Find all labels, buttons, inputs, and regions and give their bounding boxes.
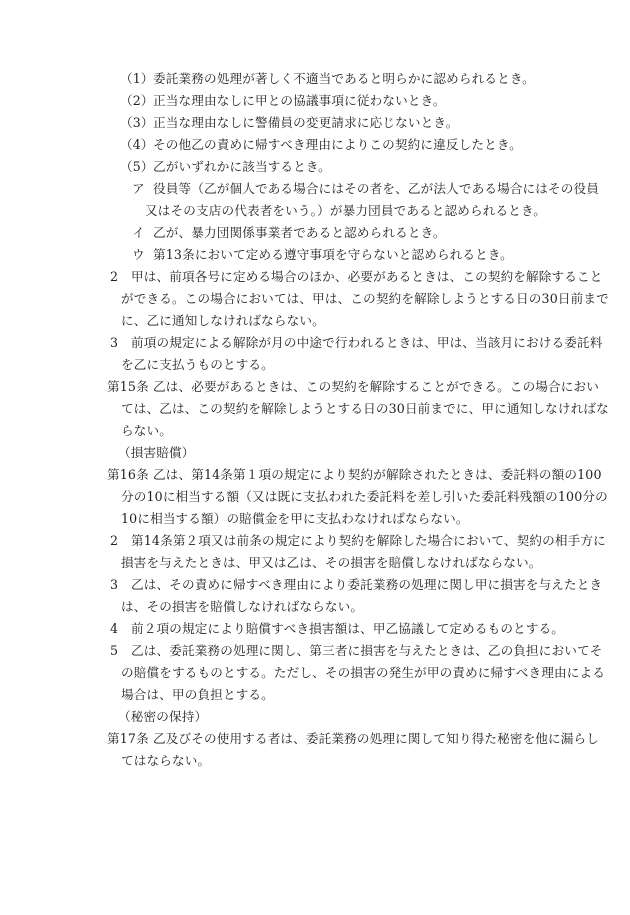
- paragraph-3: [110, 332, 603, 354]
- paragraph-number: 2: [110, 533, 119, 548]
- item-number: （5）: [120, 159, 154, 174]
- paragraph-continuation: に、乙に通知しなければならない。: [121, 313, 325, 328]
- paragraph-number: 3: [110, 335, 119, 350]
- paragraph-continuation: は、その損害を賠償しなければならない。: [121, 599, 364, 614]
- article-16: [107, 464, 602, 486]
- subitem-a-continuation: [145, 200, 546, 222]
- article-text: 乙及びその使用する者は、委託業務の処理に関して知り得た秘密を他に漏らし: [153, 731, 600, 746]
- paragraph-number: 2: [110, 269, 119, 284]
- article-text: 乙は、必要があるときは、この契約を解除することができる。この場合におい: [153, 379, 600, 394]
- article-continuation: 分の10に相当する額（又は既に支払われた委託料を差し引いた委託料残額の100分の: [121, 489, 608, 504]
- paragraph-continuation: の賠償をするものとする。ただし、その損害の発生が甲の責めに帰すべき理由による: [121, 665, 606, 680]
- paragraph-text: 第14条第２項又は前条の規定により契約を解除した場合において、契約の相手方に: [131, 533, 606, 548]
- item-text: 委託業務の処理が著しく不適当であると明らかに認められるとき。: [153, 71, 535, 86]
- subitem-u: [132, 244, 513, 266]
- paragraph-text: 甲は、前項各号に定める場合のほか、必要があるときは、この契約を解除すること: [131, 269, 603, 284]
- item-5: [120, 156, 331, 178]
- item-number: （2）: [120, 93, 154, 108]
- item-number: （1）: [120, 71, 154, 86]
- paragraph-continuation: 場合は、甲の負担とする。: [121, 687, 274, 702]
- article-continuation: ては、乙は、この契約を解除しようとする日の30日前までに、甲に通知しなければな: [121, 401, 609, 416]
- item-text: 正当な理由なしに甲との協議事項に従わないとき。: [153, 93, 446, 108]
- item-3: [120, 112, 458, 134]
- subitem-text: 乙が、暴力団関係事業者であると認められるとき。: [153, 225, 446, 240]
- article-17: [107, 728, 599, 750]
- article-15: [107, 376, 599, 398]
- item-1: [120, 68, 535, 90]
- subitem-text: 第13条において定める遵守事項を守らないと認められるとき。: [153, 247, 513, 262]
- article-number: 第16条: [107, 467, 149, 482]
- item-4: [120, 134, 522, 156]
- item-text: 乙がいずれかに該当するとき。: [153, 159, 331, 174]
- subitem-marker: イ: [132, 225, 145, 240]
- paragraph-5: [110, 640, 603, 662]
- paragraph-2: [110, 266, 603, 288]
- article-continuation: 10に相当する額）の賠償金を甲に支払わなければならない。: [121, 511, 469, 526]
- article-number: 第17条: [107, 731, 149, 746]
- paragraph-number: 5: [110, 643, 119, 658]
- subitem-text: 又はその支店の代表者をいう。）が暴力団員であると認められるとき。: [145, 203, 546, 218]
- paragraph-4: [110, 618, 564, 640]
- article-continuation: らない。: [121, 423, 172, 438]
- paragraph-text: 乙は、委託業務の処理に関し、第三者に損害を与えたときは、乙の負担においてそ: [131, 643, 603, 658]
- paragraph-2: [110, 530, 606, 552]
- paragraph-number: 3: [110, 577, 119, 592]
- article-number: 第15条: [107, 379, 149, 394]
- subitem-marker: ウ: [132, 247, 145, 262]
- item-text: 正当な理由なしに警備員の変更請求に応じないとき。: [153, 115, 459, 130]
- item-number: （3）: [120, 115, 154, 130]
- article-continuation: てはならない。: [121, 753, 211, 768]
- item-text: その他乙の責めに帰すべき理由によりこの契約に違反したとき。: [153, 137, 522, 152]
- paragraph-number: 4: [110, 621, 119, 636]
- section-heading: （秘密の保持）: [118, 709, 208, 724]
- paragraph-text: 前２項の規定により賠償すべき損害額は、甲乙協議して定めるものとする。: [131, 621, 565, 636]
- item-2: [120, 90, 446, 112]
- paragraph-text: 乙は、その責めに帰すべき理由により委託業務の処理に関し甲に損害を与えたとき: [131, 577, 603, 592]
- article-text: 乙は、第14条第１項の規定により契約が解除されたときは、委託料の額の100: [153, 467, 602, 482]
- section-heading: （損害賠償）: [118, 445, 195, 460]
- paragraph-continuation: ができる。この場合においては、甲は、この契約を解除しようとする日の30日前まで: [121, 291, 609, 306]
- subitem-a: [132, 178, 599, 200]
- subitem-marker: ア: [132, 181, 145, 196]
- paragraph-continuation: 損害を与えたときは、甲又は乙は、その損害を賠償しなければならない。: [121, 555, 542, 570]
- paragraph-continuation: を乙に支払うものとする。: [121, 357, 274, 372]
- subitem-i: [132, 222, 446, 244]
- paragraph-3: [110, 574, 602, 596]
- paragraph-text: 前項の規定による解除が月の中途で行われるときは、甲は、当該月における委託料: [131, 335, 603, 350]
- subitem-text: 役員等（乙が個人である場合にはその者を、乙が法人である場合にはその役員: [153, 181, 600, 196]
- item-number: （4）: [120, 137, 154, 152]
